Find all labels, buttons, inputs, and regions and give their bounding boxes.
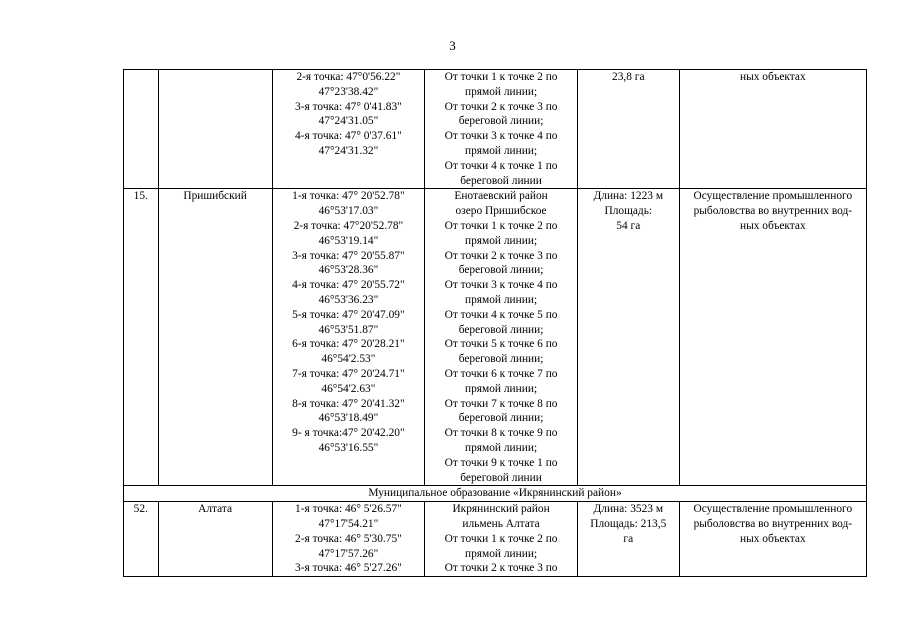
- description-line: От точки 4 к точке 1 по: [444, 159, 558, 172]
- description-line: береговой линии: [460, 174, 542, 187]
- size-line: 23,8 га: [612, 71, 645, 83]
- coord-line: 2-я точка: 47°0'56.22": [296, 71, 401, 83]
- description-line: береговой линии;: [458, 412, 544, 425]
- description-line: От точки 3 к точке 4 по: [444, 279, 558, 292]
- description-line: береговой линии;: [458, 323, 544, 336]
- district-header: Муниципальное образование «Икрянинский район»: [124, 486, 867, 502]
- cell-purpose: [679, 70, 866, 189]
- table-row-15: [124, 189, 867, 486]
- coord-line: 46°53'18.49": [318, 412, 379, 425]
- description-line: От точки 4 к точке 5 по: [444, 308, 558, 321]
- coord-line: 4-я точка: 47° 0'37.61": [295, 130, 402, 143]
- purpose-line: Осуществление промышленного: [693, 190, 853, 203]
- description-line: береговой линии;: [458, 115, 544, 128]
- cell-number: 15.: [124, 189, 159, 486]
- coord-line: 5-я точка: 47° 20'47.09": [292, 308, 405, 321]
- cell-name: [158, 70, 272, 189]
- coord-line: 6-я точка: 47° 20'28.21": [292, 338, 405, 351]
- cell-number: 52.: [124, 502, 159, 577]
- description-line: От точки 1 к точке 2 по: [444, 219, 558, 232]
- coord-line: 7-я точка: 47° 20'24.71": [292, 367, 405, 380]
- description-line: От точки 8 к точке 9 по: [444, 427, 558, 440]
- size-line: га: [623, 532, 634, 545]
- description-line: озеро Пришибское: [455, 205, 547, 218]
- coord-line: 4-я точка: 47° 20'55.72": [292, 279, 405, 292]
- cell-size: [577, 502, 679, 577]
- table-row-52: [124, 502, 867, 577]
- cell-purpose: [679, 502, 866, 577]
- coord-line: 3-я точка: 47° 0'41.83": [295, 100, 402, 113]
- description-line: прямой линии;: [465, 382, 538, 395]
- district-header-row: [124, 486, 867, 502]
- purpose-line: Осуществление промышленного: [693, 503, 853, 516]
- description-line: От точки 1 к точке 2 по: [444, 71, 558, 83]
- description-line: От точки 2 к точке 3 по: [444, 562, 558, 575]
- description-line: прямой линии;: [465, 441, 538, 454]
- coord-line: 46°53'19.14": [318, 234, 379, 247]
- size-line: 54 га: [616, 219, 641, 232]
- description-line: Икрянинский район: [452, 503, 550, 516]
- cell-description: [425, 502, 578, 577]
- description-line: береговой линии;: [458, 353, 544, 366]
- description-line: береговой линии;: [458, 264, 544, 277]
- description-line: прямой линии;: [465, 547, 538, 560]
- coord-line: 1-я точка: 47° 20'52.78": [292, 190, 405, 203]
- coord-line: 47°17'54.21": [318, 517, 379, 530]
- coord-line: 46°53'16.55": [318, 441, 379, 454]
- purpose-line: ных объектах: [739, 219, 806, 232]
- table-row-continuation: [124, 70, 867, 189]
- description-line: прямой линии;: [465, 144, 538, 157]
- cell-coordinates: [272, 189, 425, 486]
- coord-line: 46°53'51.87": [318, 323, 379, 336]
- coord-line: 2-я точка: 47°20'52.78": [293, 219, 404, 232]
- description-line: ильмень Алтата: [462, 517, 540, 530]
- description-line: От точки 9 к точке 1 по: [444, 456, 558, 469]
- description-line: От точки 2 к точке 3 по: [444, 100, 558, 113]
- description-line: прямой линии;: [465, 85, 538, 98]
- coord-line: 8-я точка: 47° 20'41.32": [292, 397, 405, 410]
- coord-line: 46°53'28.36": [318, 264, 379, 277]
- coord-line: 2-я точка: 46° 5'30.75": [295, 532, 402, 545]
- description-line: От точки 3 к точке 4 по: [444, 130, 558, 143]
- cell-name: Алтата: [158, 502, 272, 577]
- fishing-areas-table: [123, 69, 867, 577]
- page-number: 3: [449, 38, 456, 53]
- purpose-line: рыболовства во внутренних вод-: [693, 205, 853, 218]
- description-line: береговой линии: [460, 471, 542, 484]
- cell-purpose: [679, 189, 866, 486]
- coord-line: 47°24'31.32": [318, 144, 379, 157]
- coord-line: 3-я точка: 47° 20'55.87": [292, 249, 405, 262]
- size-line: Длина: 1223 м: [593, 190, 664, 203]
- description-line: От точки 7 к точке 8 по: [444, 397, 558, 410]
- cell-coordinates: [272, 502, 425, 577]
- purpose-line: ных объектах: [739, 532, 806, 545]
- description-line: От точки 6 к точке 7 по: [444, 367, 558, 380]
- description-line: От точки 5 к точке 6 по: [444, 338, 558, 351]
- coord-line: 3-я точка: 46° 5'27.26": [295, 562, 402, 575]
- coord-line: 47°24'31.05": [318, 115, 379, 128]
- description-line: прямой линии;: [465, 234, 538, 247]
- coord-line: 46°54'2.63": [321, 382, 376, 395]
- description-line: От точки 2 к точке 3 по: [444, 249, 558, 262]
- cell-name: Пришибский: [158, 189, 272, 486]
- size-line: Длина: 3523 м: [593, 503, 664, 516]
- size-line: Площадь:: [604, 205, 653, 218]
- coord-line: 47°23'38.42": [318, 85, 379, 98]
- purpose-line: ных объектах: [739, 71, 806, 83]
- description-line: От точки 1 к точке 2 по: [444, 532, 558, 545]
- purpose-line: рыболовства во внутренних вод-: [693, 517, 853, 530]
- cell-number: [124, 70, 159, 189]
- coord-line: 1-я точка: 46° 5'26.57": [295, 503, 402, 516]
- cell-description: [425, 189, 578, 486]
- cell-size: [577, 70, 679, 189]
- coord-line: 46°54'2.53": [321, 353, 376, 366]
- cell-description: [425, 70, 578, 189]
- coord-line: 47°17'57.26": [318, 547, 379, 560]
- size-line: Площадь: 213,5: [590, 517, 667, 530]
- coord-line: 9- я точка:47° 20'42.20": [292, 427, 405, 440]
- description-line: прямой линии;: [465, 293, 538, 306]
- description-line: Енотаевский район: [454, 190, 548, 203]
- coord-line: 46°53'36.23": [318, 293, 379, 306]
- cell-coordinates: [272, 70, 425, 189]
- cell-size: [577, 189, 679, 486]
- coord-line: 46°53'17.03": [318, 205, 379, 218]
